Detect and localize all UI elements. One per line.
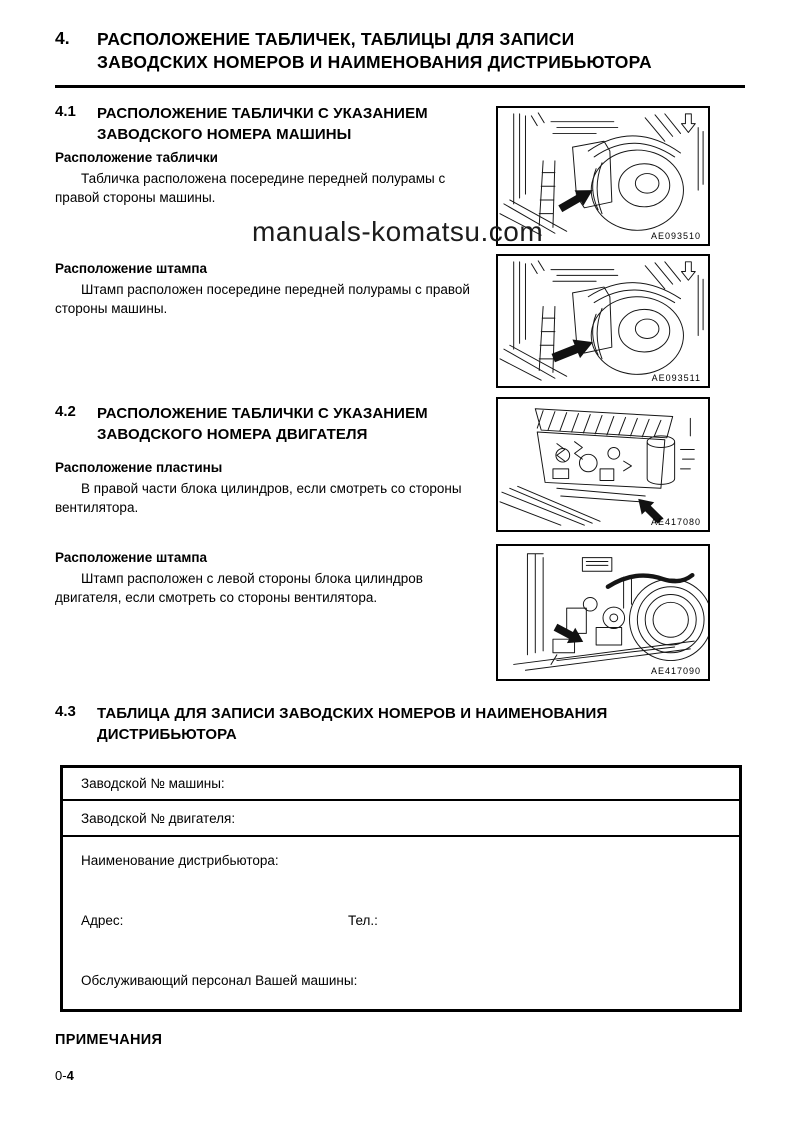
- chapter-number: 4.: [55, 28, 70, 48]
- section-number: 4.2: [55, 403, 76, 420]
- plate-location-text: Табличка расположена посередине передней полурамы с правой стороны машины.: [55, 171, 446, 206]
- notes-heading: ПРИМЕЧАНИЯ: [55, 1032, 163, 1048]
- figure-machine-stamp: [496, 254, 710, 388]
- watermark-text: manuals-komatsu.com: [252, 216, 544, 247]
- section-4-1-heading: [55, 103, 462, 145]
- location-arrow: [551, 620, 587, 650]
- engine-serial-label: Заводской № двигателя:: [81, 810, 236, 826]
- engine-serial-row: [63, 801, 739, 837]
- distributor-cell: [63, 837, 739, 1005]
- section-4-2-heading: [55, 403, 462, 445]
- section-4-3-heading: [55, 703, 662, 745]
- engine-side-illustration: [498, 399, 708, 530]
- engine-plate-location-text: В правой части блока цилиндров, если смотреть со стороны вентилятора.: [55, 481, 462, 516]
- engine-stamp-location-heading: Расположение штампа: [55, 550, 208, 565]
- machine-serial-row: [63, 768, 739, 801]
- page-number-prefix: 0-: [55, 1068, 67, 1083]
- address-label: Адрес:: [81, 913, 124, 928]
- figure-engine-plate: [496, 397, 710, 532]
- figure-code: AE417080: [650, 517, 701, 527]
- page-number: [55, 1068, 74, 1083]
- figure-code: AE093511: [651, 373, 701, 383]
- section-number: 4.3: [55, 703, 76, 720]
- figure-code: AE093510: [650, 231, 701, 241]
- section-title: РАСПОЛОЖЕНИЕ ТАБЛИЧКИ С УКАЗАНИЕМ ЗАВОДСКОГО НОМЕРА МАШИНЫ: [97, 105, 428, 143]
- serial-record-table: [60, 765, 742, 1012]
- stamp-location-heading: Расположение штампа: [55, 261, 208, 276]
- engine-stamp-location-text: Штамп расположен с левой стороны блока цилиндров двигателя, если смотреть со стороны вентилятора.: [55, 571, 423, 606]
- section-number: 4.1: [55, 103, 76, 120]
- page-number-digit: 4: [66, 1068, 74, 1083]
- distributor-name-label: Наименование дистрибьютора:: [81, 853, 279, 868]
- section-title: ТАБЛИЦА ДЛЯ ЗАПИСИ ЗАВОДСКИХ НОМЕРОВ И НАИМЕНОВАНИЯ ДИСТРИБЬЮТОРА: [97, 705, 608, 743]
- section-title: РАСПОЛОЖЕНИЕ ТАБЛИЧКИ С УКАЗАНИЕМ ЗАВОДСКОГО НОМЕРА ДВИГАТЕЛЯ: [97, 405, 428, 443]
- machine-serial-label: Заводской № машины:: [81, 776, 225, 791]
- machine-front-illustration: [498, 256, 708, 386]
- phone-label: Тел.:: [348, 913, 378, 928]
- service-personnel-label: Обслуживающий персонал Вашей машины:: [81, 973, 358, 988]
- figure-engine-stamp: [496, 544, 710, 681]
- chapter-header: [55, 28, 703, 74]
- chapter-title: РАСПОЛОЖЕНИЕ ТАБЛИЧЕК, ТАБЛИЦЫ ДЛЯ ЗАПИСИ ЗАВОДСКИХ НОМЕРОВ И НАИМЕНОВАНИЯ ДИСТРИБЬЮТОРА: [97, 29, 652, 73]
- location-arrow: [549, 333, 596, 368]
- engine-fan-illustration: [498, 546, 708, 679]
- plate-location-heading: Расположение таблички: [55, 150, 218, 165]
- header-rule: [55, 85, 745, 88]
- figure-code: AE417090: [650, 666, 701, 676]
- stamp-location-text: Штамп расположен посередине передней полурамы с правой стороны машины.: [55, 282, 470, 317]
- engine-plate-location-heading: Расположение пластины: [55, 460, 223, 475]
